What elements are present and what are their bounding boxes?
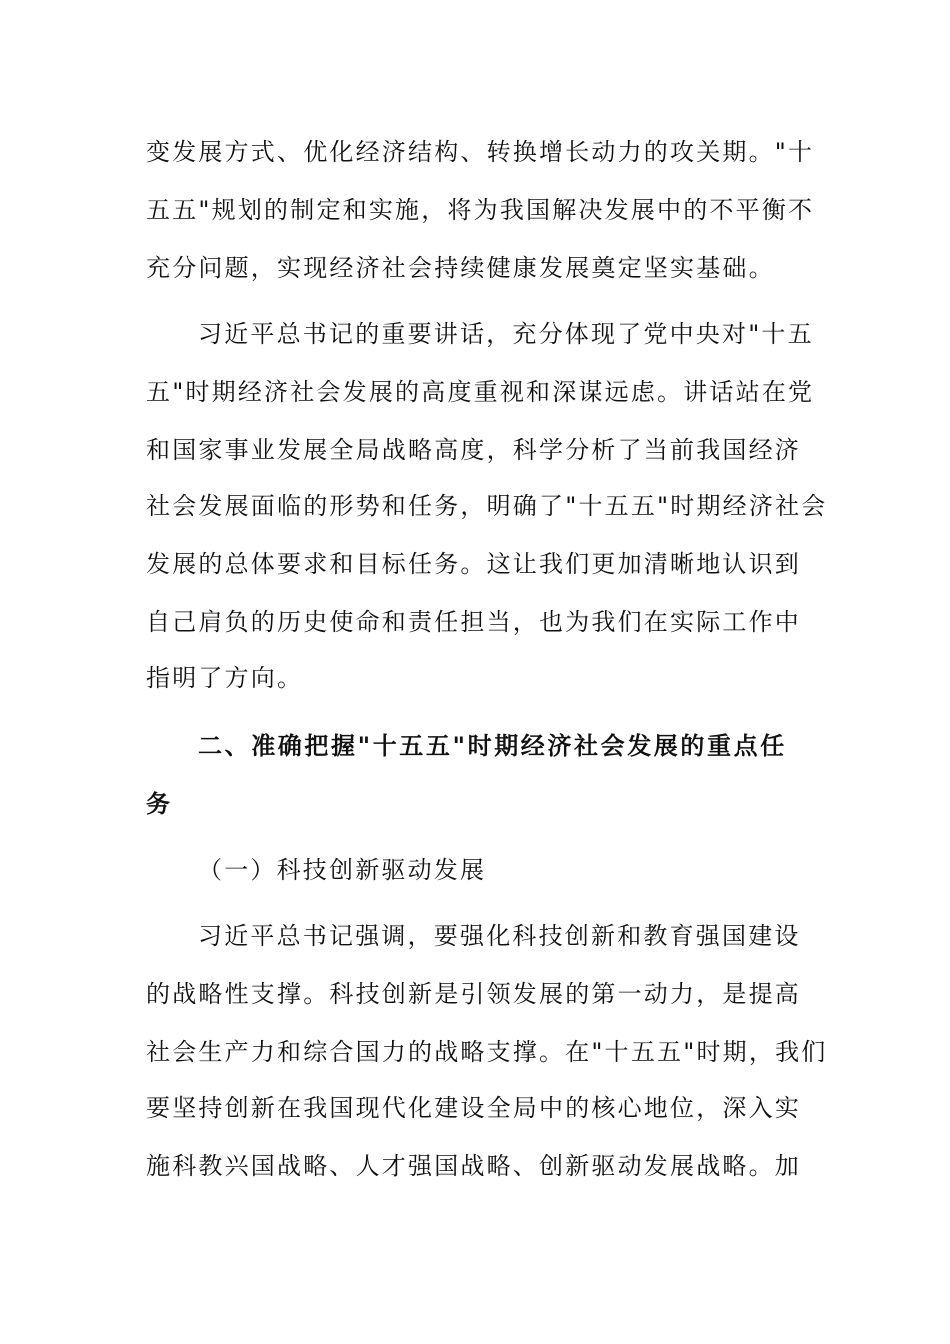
text-line: 的战略性支撑。科技创新是引领发展的第一动力，是提高 (146, 980, 801, 1008)
text-line: 指明了方向。 (146, 664, 304, 692)
text-line: 社会生产力和综合国力的战略支撑。在"十五五"时期，我们 (146, 1038, 828, 1066)
subsection-heading: （一）科技创新驱动发展 (198, 856, 487, 884)
text-line: 自己肩负的历史使命和责任担当，也为我们在实际工作中 (146, 608, 801, 636)
text-line: 习近平总书记强调，要强化科技创新和教育强国建设 (198, 922, 801, 950)
text-line: 充分问题，实现经济社会持续健康发展奠定坚实基础。 (146, 254, 775, 282)
text-line: 要坚持创新在我国现代化建设全局中的核心地位，深入实 (146, 1094, 801, 1122)
text-line: 发展的总体要求和目标任务。这让我们更加清晰地认识到 (146, 550, 801, 578)
text-line: 五"时期经济社会发展的高度重视和深谋远虑。讲话站在党 (146, 378, 815, 406)
section-heading: 务 (146, 790, 173, 818)
text-line: 社会发展面临的形势和任务，明确了"十五五"时期经济社会 (146, 492, 828, 520)
text-line: 和国家事业发展全局战略高度，科学分析了当前我国经济 (146, 436, 801, 464)
text-line: 变发展方式、优化经济结构、转换增长动力的攻关期。"十 (146, 138, 815, 166)
text-line: 五五"规划的制定和实施，将为我国解决发展中的不平衡不 (146, 196, 815, 224)
section-heading: 二、准确把握"十五五"时期经济社会发展的重点任 (198, 732, 787, 760)
text-line: 习近平总书记的重要讲话，充分体现了党中央对"十五 (198, 320, 814, 348)
text-line: 施科教兴国战略、人才强国战略、创新驱动发展战略。加 (146, 1152, 801, 1180)
